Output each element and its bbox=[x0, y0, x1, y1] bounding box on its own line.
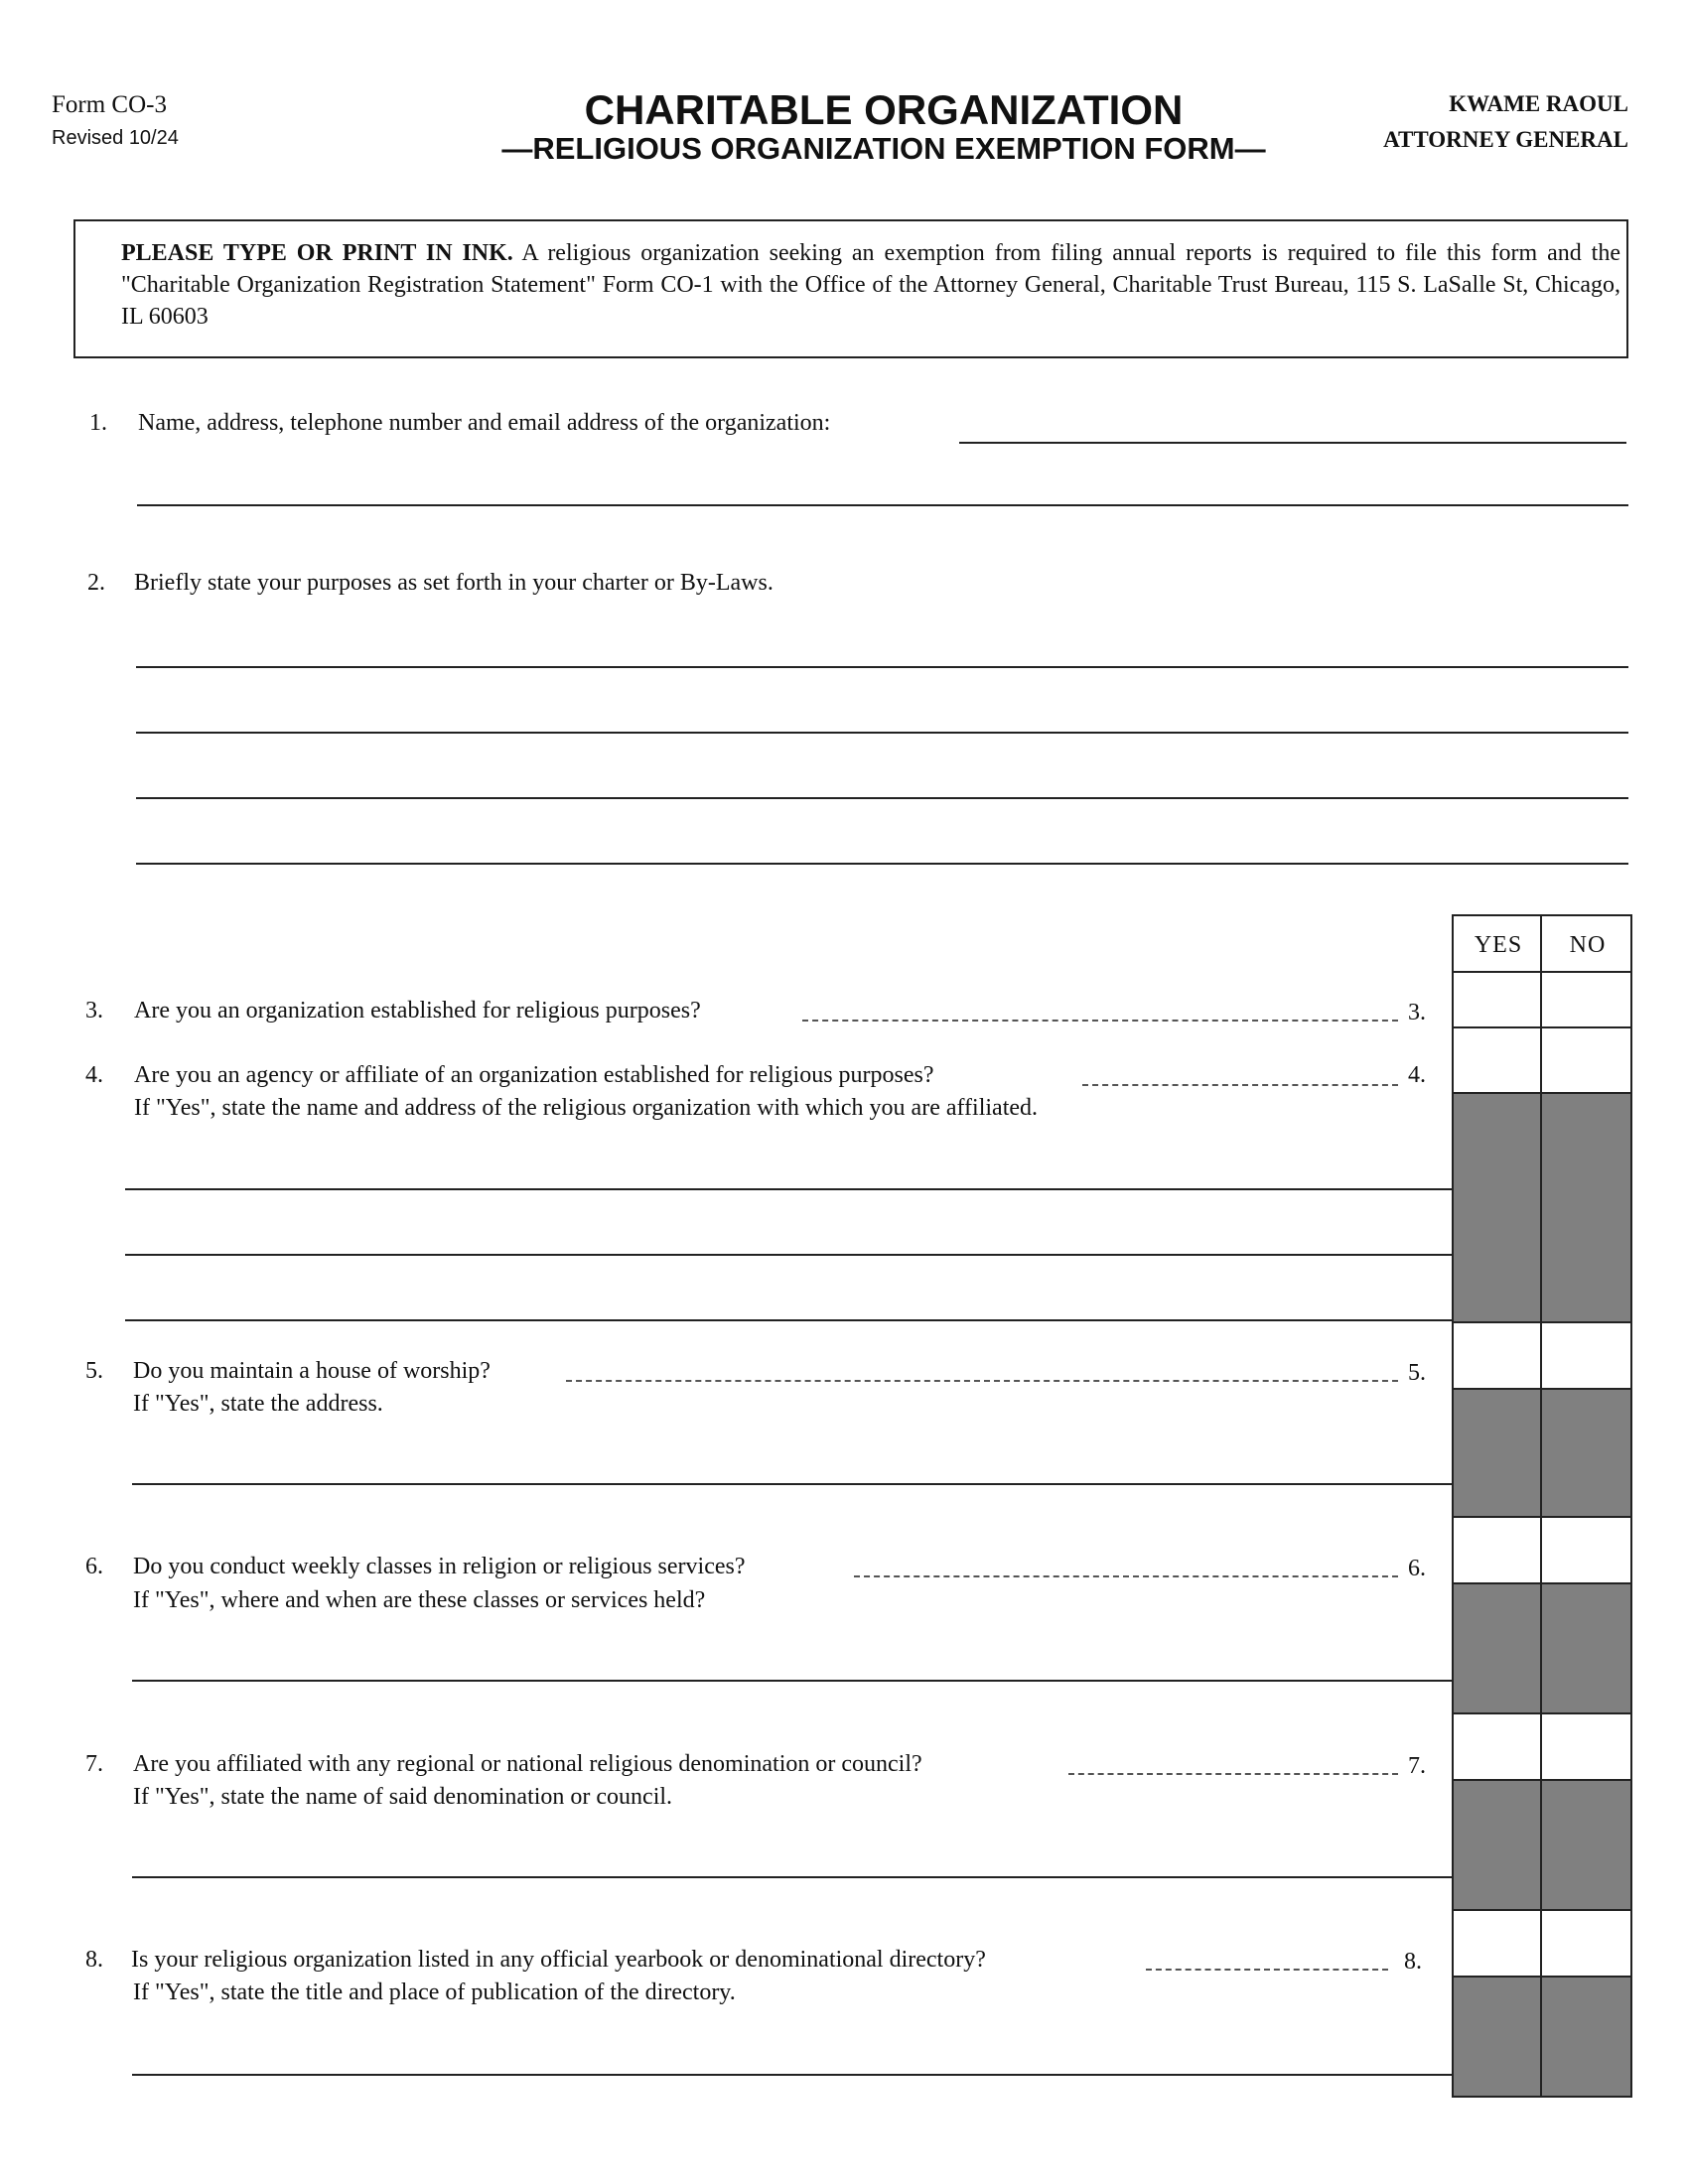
q7-no-box[interactable] bbox=[1542, 1714, 1630, 1779]
q1-number: 1. bbox=[89, 410, 107, 436]
q4-answer-line-3[interactable] bbox=[125, 1319, 1453, 1321]
q5-no-box[interactable] bbox=[1542, 1323, 1630, 1388]
q7-answer-line[interactable] bbox=[132, 1876, 1453, 1878]
q3-no-box[interactable] bbox=[1542, 973, 1630, 1026]
q6-answer-line[interactable] bbox=[132, 1680, 1453, 1682]
yes-header: YES bbox=[1474, 932, 1523, 958]
q5-text: Do you maintain a house of worship? bbox=[133, 1358, 491, 1384]
q6-followup: If "Yes", where and when are these classes or services held? bbox=[133, 1587, 706, 1613]
q4-yes-box[interactable] bbox=[1454, 1028, 1540, 1092]
q3-yes-box[interactable] bbox=[1454, 973, 1540, 1026]
form-subtitle: —RELIGIOUS ORGANIZATION EXEMPTION FORM— bbox=[501, 131, 1266, 166]
q4-answer-line-1[interactable] bbox=[125, 1188, 1453, 1190]
q4-shaded-no bbox=[1542, 1094, 1630, 1321]
q8-yes-box[interactable] bbox=[1454, 1911, 1540, 1976]
q5-ref: 5. bbox=[1408, 1360, 1426, 1386]
q3-number: 3. bbox=[85, 998, 103, 1024]
q8-ref: 8. bbox=[1404, 1949, 1422, 1975]
q2-answer-line-1[interactable] bbox=[136, 666, 1628, 668]
q5-shaded-yes bbox=[1454, 1390, 1540, 1516]
q7-shaded-yes bbox=[1454, 1781, 1540, 1909]
q2-text: Briefly state your purposes as set forth in your charter or By-Laws. bbox=[134, 570, 774, 596]
instructions-body: A religious organization seeking an exemption from filing annual reports is required to file this form and the "Charitable Organization Registration Statement" Form CO-1 with the Office of the Attorney General, Charitable Trust Bureau, 115 S. LaSalle St, Chicago, IL 60603 bbox=[121, 240, 1620, 330]
q7-text: Are you affiliated with any regional or national religious denomination or council? bbox=[133, 1751, 922, 1777]
q1-text: Name, address, telephone number and email address of the organization: bbox=[138, 410, 831, 436]
q7-yes-box[interactable] bbox=[1454, 1714, 1540, 1779]
q8-text: Is your religious organization listed in any official yearbook or denominational directory? bbox=[131, 1947, 986, 1973]
q8-followup: If "Yes", state the title and place of publication of the directory. bbox=[133, 1979, 736, 2005]
q7-ref: 7. bbox=[1408, 1753, 1426, 1779]
q7-shaded-no bbox=[1542, 1781, 1630, 1909]
official-title: ATTORNEY GENERAL bbox=[1383, 127, 1628, 152]
q6-yes-box[interactable] bbox=[1454, 1518, 1540, 1582]
official-name: KWAME RAOUL bbox=[1449, 91, 1628, 116]
q5-leader bbox=[566, 1380, 1398, 1382]
q7-leader bbox=[1068, 1773, 1398, 1775]
q5-number: 5. bbox=[85, 1358, 103, 1384]
q4-number: 4. bbox=[85, 1062, 103, 1088]
q6-number: 6. bbox=[85, 1554, 103, 1579]
q6-shaded-yes bbox=[1454, 1584, 1540, 1712]
q3-text: Are you an organization established for religious purposes? bbox=[134, 998, 701, 1024]
q8-number: 8. bbox=[85, 1947, 103, 1973]
instructions-text bbox=[121, 237, 1620, 333]
form-number: Form CO-3 bbox=[52, 91, 167, 118]
q5-shaded-no bbox=[1542, 1390, 1630, 1516]
q4-no-box[interactable] bbox=[1542, 1028, 1630, 1092]
q5-answer-line[interactable] bbox=[132, 1483, 1453, 1485]
q8-leader bbox=[1146, 1969, 1388, 1971]
q1-answer-line-1[interactable] bbox=[959, 442, 1626, 444]
q3-leader bbox=[802, 1020, 1398, 1022]
q4-text: Are you an agency or affiliate of an organization established for religious purposes? bbox=[134, 1062, 934, 1088]
q1-answer-line-2[interactable] bbox=[137, 504, 1628, 506]
q7-number: 7. bbox=[85, 1751, 103, 1777]
q5-yes-box[interactable] bbox=[1454, 1323, 1540, 1388]
instructions-lead: PLEASE TYPE OR PRINT IN INK. bbox=[121, 240, 513, 266]
q3-ref: 3. bbox=[1408, 1000, 1426, 1025]
q4-shaded-yes bbox=[1454, 1094, 1540, 1321]
revision-date: Revised 10/24 bbox=[52, 127, 179, 149]
q4-ref: 4. bbox=[1408, 1062, 1426, 1088]
q2-answer-line-2[interactable] bbox=[136, 732, 1628, 734]
q7-followup: If "Yes", state the name of said denomination or council. bbox=[133, 1784, 673, 1810]
q8-answer-line[interactable] bbox=[132, 2074, 1453, 2076]
q2-number: 2. bbox=[87, 570, 105, 596]
q6-no-box[interactable] bbox=[1542, 1518, 1630, 1582]
q8-shaded-yes bbox=[1454, 1978, 1540, 2096]
form-title: CHARITABLE ORGANIZATION bbox=[584, 86, 1184, 133]
q8-no-box[interactable] bbox=[1542, 1911, 1630, 1976]
q6-leader bbox=[854, 1575, 1398, 1577]
q4-answer-line-2[interactable] bbox=[125, 1254, 1453, 1256]
q2-answer-line-3[interactable] bbox=[136, 797, 1628, 799]
q6-ref: 6. bbox=[1408, 1556, 1426, 1581]
q6-text: Do you conduct weekly classes in religion or religious services? bbox=[133, 1554, 746, 1579]
q4-leader bbox=[1082, 1084, 1398, 1086]
q4-followup: If "Yes", state the name and address of the religious organization with which you are affiliated. bbox=[134, 1095, 1039, 1121]
q5-followup: If "Yes", state the address. bbox=[133, 1391, 383, 1417]
q6-shaded-no bbox=[1542, 1584, 1630, 1712]
q8-shaded-no bbox=[1542, 1978, 1630, 2096]
no-header: NO bbox=[1569, 932, 1607, 958]
q2-answer-line-4[interactable] bbox=[136, 863, 1628, 865]
